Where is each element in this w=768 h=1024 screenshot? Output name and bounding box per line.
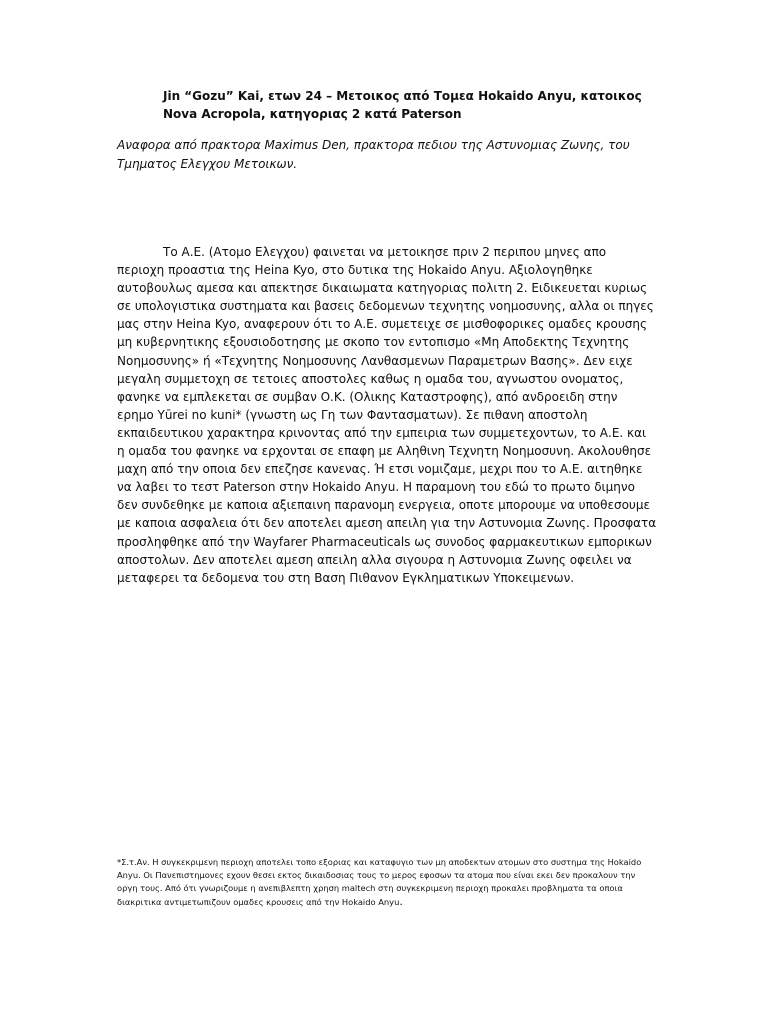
report-body: Το Α.Ε. (Ατομο Ελεγχου) φαινεται να μετοικησε πριν 2 περιπου μηνες απο περιοχη προαστια της Heina Kyo, στο δυτικα της Hokaido Anyu. Αξιολογηθηκε αυτοβουλως αμεσα και απεκτησε δικαιωματα κατηγοριας πολιτη 2. Ειδικευεται κυριως σε υπολογιστικα συστηματα και βασεις δεδομενων τεχνητης νοημοσυνης, αλλα οι πηγες μας στην Heina Kyo, αναφερουν ότι το Α.Ε. συμετειχε σε μισθοφορικες ομαδες κρουσης μη κυβερνητικης εξουσιοδοτησης με σκοπο τον εντοπισμο «Μη Αποδεκτης Τεχνητης Νοημοσυνης» ή «Τεχνητης Νοημοσυνης Λανθασμενων Παραμετρων Βασης». Δεν ειχε μεγαλη συμμετοχη σε τετοιες αποστολες καθως η ομαδα του, αγνωστου ονοματος, φανηκε να εμπλεκεται σε συμβαν Ο.Κ. (Ολικης Καταστροφης), από ανδροειδη στην ερημο Yūrei no kuni* (γνωστη ως Γη των Φαντασματων). Σε πιθανη αποστολη εκπαιδευτικου χαρακτηρα κρινοντας από την εμπειρια των συμμετεχοντων, το Α.Ε. και η ομαδα του φανηκε να ερχονται σε επαφη με Αληθινη Τεχνητη Νοημοσυνη. Ακολουθησε μαχη από την οποια δεν επεζησε κανενας. Ή ετσι νομιζαμε, μεχρι που το Α.Ε. αιτηθηκε να λαβει το τεστ Paterson στην Hokaido Anyu. Η παραμονη του εδώ το πρωτο διμηνο δεν συνδεθηκε με καποια αξιεπαινη παρανομη ενεργεια, οποτε μπορουμε να υποθεσουμε με καποια ασφαλεια ότι δεν αποτελει αμεση απειλη για την Αστυνομια Ζωνης. Προσφατα προσληφθηκε από την Wayfarer Pharmaceuticals ως συνοδος φαρμακευτικων εμπορικων αποστολων. Δεν αποτελει αμεση απειλη αλλα σιγουρα η Αστυνομια Ζωνης οφειλει να μεταφερει τα δεδομενα του στη Βαση Πιθανον Εγκληματικων Υποκειμενων. — [117, 245, 657, 585]
footnote-text: *Σ.τ.Αν. Η συγκεκριμενη περιοχη αποτελει τοπο εξοριας και καταφυγιο των μη αποδεκτων ατομων στο συστημα της Hokaido Anyu. Οι Πανεπιστημονες εχουν θεσει εκτος δικαιδοσιας τους το μερος εφοσων τα ατομα που είναι εκει δεν προκαλουν την οργη τους. Από ότι γνωριζουμε η ανεπιβλεπτη χρηση maltech στη συγκεκριμενη περιοχη προκαλει προβληματα τα οποια διακριτικα αντιμετωπιζουν ομαδες κρουσεις από την Hokaido Anyu — [117, 857, 642, 907]
report-title: Jin “Gozu” Kai, ετων 24 – Μετοικος από Τομεα Hokaido Anyu, κατοικος Nova Acropola, κατηγοριας 2 κατά Paterson — [163, 89, 642, 121]
footnote — [117, 856, 657, 909]
footnote-end-mark: . — [399, 895, 403, 908]
report-byline: Αναφορα από πρακτορα Maximus Den, πρακτορα πεδιου της Αστυνομιας Ζωνης, του Τμηματος Ελεγχου Μετοικων. — [117, 138, 630, 171]
